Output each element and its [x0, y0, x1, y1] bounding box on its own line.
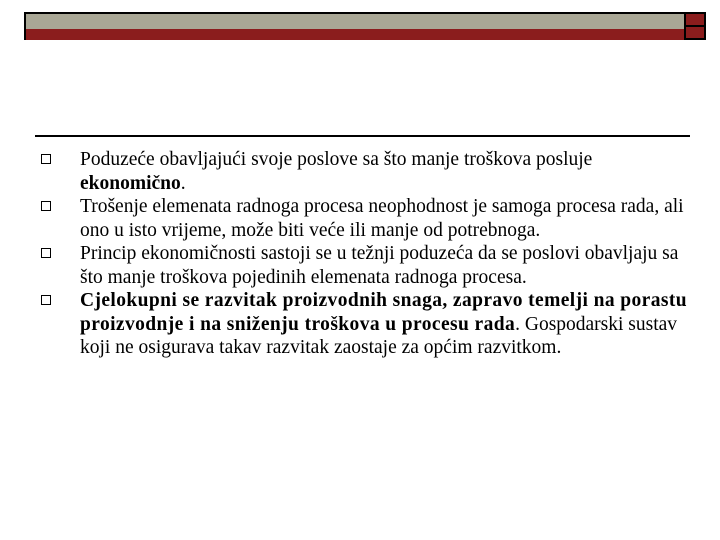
hollow-square-bullet-icon [41, 154, 51, 164]
corner-square-top [686, 14, 704, 27]
bullet-1-bold: ekonomično [80, 172, 181, 194]
hollow-square-bullet-icon [41, 295, 51, 305]
title-divider-rule [35, 135, 690, 137]
corner-square [684, 12, 706, 40]
bullet-item-1 [40, 148, 690, 195]
header-bar-red [24, 29, 684, 40]
bullet-item-3 [40, 242, 690, 289]
bullet-2-text: Trošenje elemenata radnoga procesa neophodnost je samoga procesa rada, ali ono u isto vrijeme, može biti veće ili manje od potrebnoga. [80, 196, 684, 241]
bullet-item-2 [40, 195, 690, 242]
bullet-list [40, 148, 690, 360]
bullet-1-text-a: Poduzeće obavljajući svoje poslove sa što manje troškova posluje [80, 149, 593, 170]
header-bar-gray [24, 12, 684, 29]
bullet-3-text: Princip ekonomičnosti sastoji se u težnji poduzeća da se poslovi obavljaju sa što manje troškova pojedinih elemenata radnoga procesa. [80, 243, 679, 288]
hollow-square-bullet-icon [41, 201, 51, 211]
bullet-4-text: . Gospodarski sustav koji ne osigurava takav razvitak zaostaje za općim razvitkom. [80, 313, 678, 358]
bullet-4-bold: Cjelokupni se razvitak proizvodnih snaga, zapravo temelji na porastu proizvodnje i na sniženju troškova u procesu rada [80, 290, 687, 335]
hollow-square-bullet-icon [41, 248, 51, 258]
bullet-1-text-b: . [180, 172, 186, 194]
corner-square-bottom [686, 27, 704, 38]
bullet-item-4 [40, 289, 690, 360]
